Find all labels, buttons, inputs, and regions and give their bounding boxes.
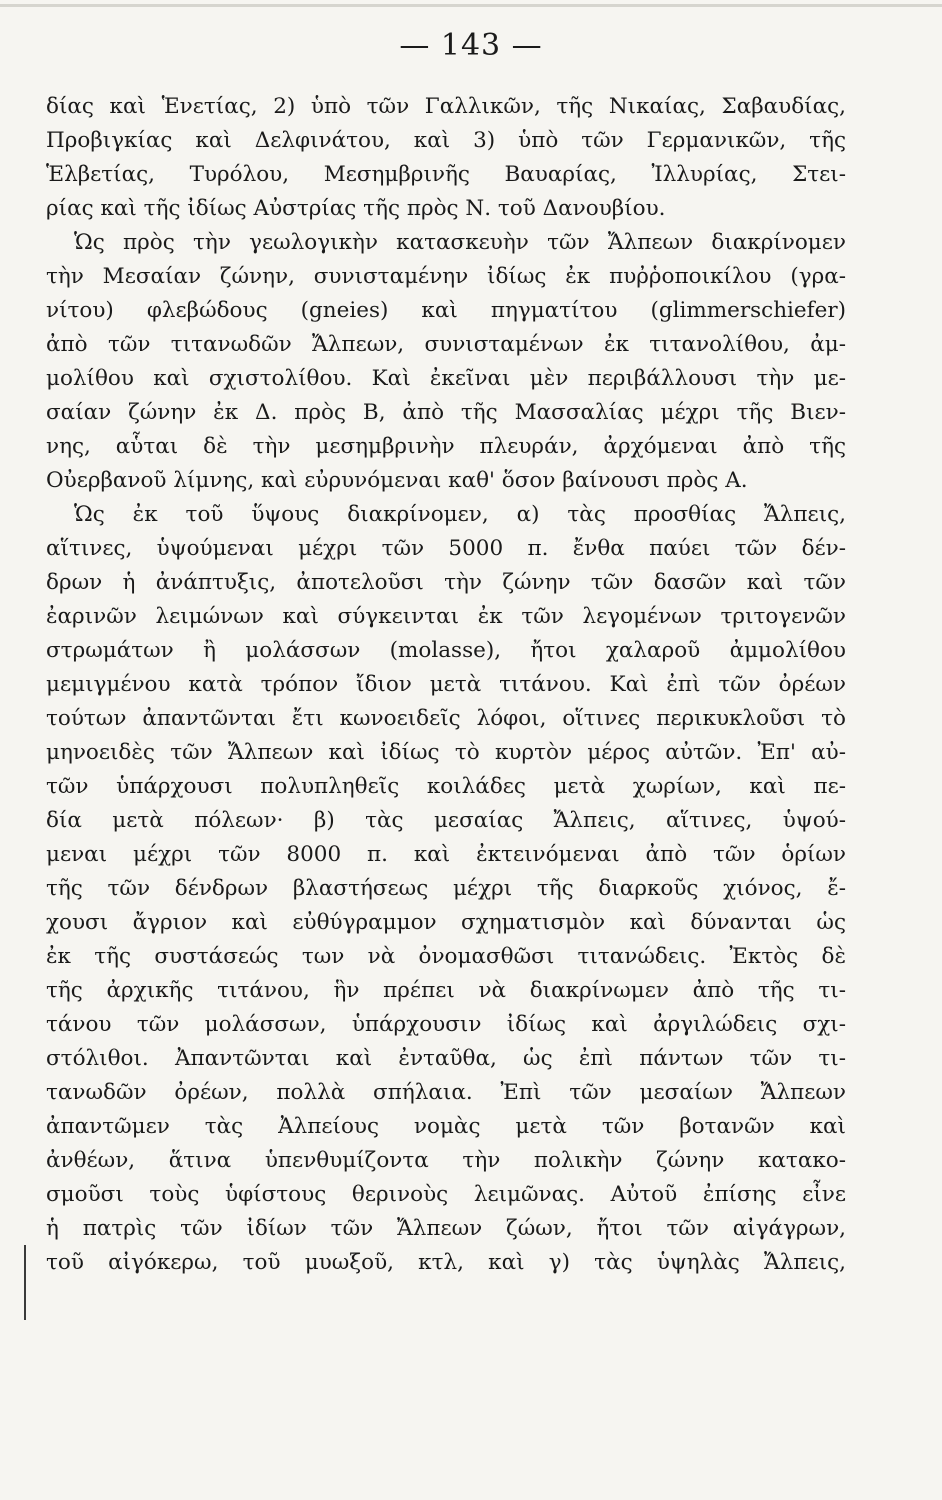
page-number: — 143 — bbox=[399, 28, 543, 63]
text-line: δρων ἡ ἀνάπτυξις, ἀποτελοῦσι τὴν ζώνην τῶν δασῶν καὶ τῶν bbox=[46, 570, 846, 595]
text-line: μεμιγμένου κατὰ τρόπον ἴδιον μετὰ τιτάνου. Καὶ ἐπὶ τῶν ὀρέων bbox=[46, 672, 846, 697]
text-line: τάνου τῶν μολάσσων, ὑπάρχουσιν ἰδίως καὶ ἀργιλώδεις σχι- bbox=[46, 1012, 846, 1037]
text-line: σμοῦσι τοὺς ὑφίστους θερινοὺς λειμῶνας. Αὐτοῦ ἐπίσης εἶνε bbox=[46, 1182, 846, 1207]
margin-pencil-mark bbox=[24, 1245, 26, 1320]
text-line: νίτου) φλεβώδους (gneies) καὶ πηγματίτου (glimmerschiefer) bbox=[46, 298, 846, 323]
text-line: νης, αὗται δὲ τὴν μεσημβρινὴν πλευράν, ἀρχόμεναι ἀπὸ τῆς bbox=[46, 434, 846, 459]
text-line: ἐκ τῆς συστάσεώς των νὰ ὀνομασθῶσι τιτανώδεις. Ἐκτὸς δὲ bbox=[46, 944, 846, 969]
text-line: Ὡς πρὸς τὴν γεωλογικὴν κατασκευὴν τῶν Ἄλπεων διακρίνομεν bbox=[74, 230, 846, 255]
text-line: τὴν Μεσαίαν ζώνην, συνισταμένην ἰδίως ἐκ πυῤῥοποικίλου (γρα- bbox=[46, 264, 846, 289]
text-line: χουσι ἄγριον καὶ εὐθύγραμμον σχηματισμὸν καὶ δύνανται ὡς bbox=[46, 910, 846, 935]
text-line: Προβιγκίας καὶ Δελφινάτου, καὶ 3) ὑπὸ τῶν Γερμανικῶν, τῆς bbox=[46, 128, 846, 153]
text-line: στόλιθοι. Ἀπαντῶνται καὶ ἐνταῦθα, ὡς ἐπὶ πάντων τῶν τι- bbox=[46, 1046, 846, 1071]
text-line: μεναι μέχρι τῶν 8000 π. καὶ ἐκτεινόμεναι ἀπὸ τῶν ὁρίων bbox=[46, 842, 846, 867]
text-line: τῶν ὑπάρχουσι πολυπληθεῖς κοιλάδες μετὰ χωρίων, καὶ πε- bbox=[46, 774, 846, 799]
text-line: τῆς τῶν δένδρων βλαστήσεως μέχρι τῆς διαρκοῦς χιόνος, ἔ- bbox=[46, 876, 846, 901]
text-line: ἀνθέων, ἅτινα ὑπενθυμίζοντα τὴν πολικὴν ζώνην κατακο- bbox=[46, 1148, 846, 1173]
text-line: μολίθου καὶ σχιστολίθου. Καὶ ἐκεῖναι μὲν περιβάλλουσι τὴν με- bbox=[46, 366, 846, 391]
text-line: Ὡς ἐκ τοῦ ὕψους διακρίνομεν, α) τὰς προσθίας Ἄλπεις, bbox=[74, 502, 846, 527]
top-edge-rule bbox=[0, 4, 942, 7]
text-line: τούτων ἀπαντῶνται ἔτι κωνοειδεῖς λόφοι, οἵτινες περικυκλοῦσι τὸ bbox=[46, 706, 846, 731]
text-line: ἡ πατρὶς τῶν ἰδίων τῶν Ἄλπεων ζώων, ἤτοι τῶν αἰγάγρων, bbox=[46, 1216, 846, 1241]
text-line: δίας καὶ Ἑνετίας, 2) ὑπὸ τῶν Γαλλικῶν, τῆς Νικαίας, Σαβαυδίας, bbox=[46, 94, 846, 119]
body-text bbox=[46, 90, 846, 1280]
text-line: Οὐερβανοῦ λίμνης, καὶ εὐρυνόμεναι καθ' ὅσον βαίνουσι πρὸς Α. bbox=[46, 468, 748, 493]
text-line: στρωμάτων ἢ μολάσσων (molasse), ἤτοι χαλαροῦ ἀμμολίθου bbox=[46, 638, 846, 663]
text-line: αἵτινες, ὑψούμεναι μέχρι τῶν 5000 π. ἔνθα παύει τῶν δέν- bbox=[46, 536, 846, 561]
text-line: ἀπαντῶμεν τὰς Ἀλπείους νομὰς μετὰ τῶν βοτανῶν καὶ bbox=[46, 1114, 846, 1139]
text-line: μηνοειδὲς τῶν Ἄλπεων καὶ ἰδίως τὸ κυρτὸν μέρος αὐτῶν. Ἐπ' αὐ- bbox=[46, 740, 846, 765]
text-line: ἐαρινῶν λειμώνων καὶ σύγκεινται ἐκ τῶν λεγομένων τριτογενῶν bbox=[46, 604, 846, 629]
text-line: δία μετὰ πόλεων· β) τὰς μεσαίας Ἄλπεις, αἵτινες, ὑψού- bbox=[46, 808, 846, 833]
text-line: ρίας καὶ τῆς ἰδίως Αὐστρίας τῆς πρὸς Ν. τοῦ Δανουβίου. bbox=[46, 196, 666, 221]
text-line: Ἑλβετίας, Τυρόλου, Μεσημβρινῆς Βαυαρίας, Ἰλλυρίας, Στει- bbox=[46, 162, 846, 187]
text-line: τοῦ αἰγόκερω, τοῦ μυωξοῦ, κτλ, καὶ γ) τὰς ὑψηλὰς Ἄλπεις, bbox=[46, 1250, 846, 1275]
text-line: σαίαν ζώνην ἐκ Δ. πρὸς Β, ἀπὸ τῆς Μασσαλίας μέχρι τῆς Βιεν- bbox=[46, 400, 846, 425]
text-line: τῆς ἀρχικῆς τιτάνου, ἣν πρέπει νὰ διακρίνωμεν ἀπὸ τῆς τι- bbox=[46, 978, 846, 1003]
text-line: ἀπὸ τῶν τιτανωδῶν Ἄλπεων, συνισταμένων ἐκ τιτανολίθου, ἀμ- bbox=[46, 332, 846, 357]
text-line: τανωδῶν ὀρέων, πολλὰ σπήλαια. Ἐπὶ τῶν μεσαίων Ἄλπεων bbox=[46, 1080, 846, 1105]
